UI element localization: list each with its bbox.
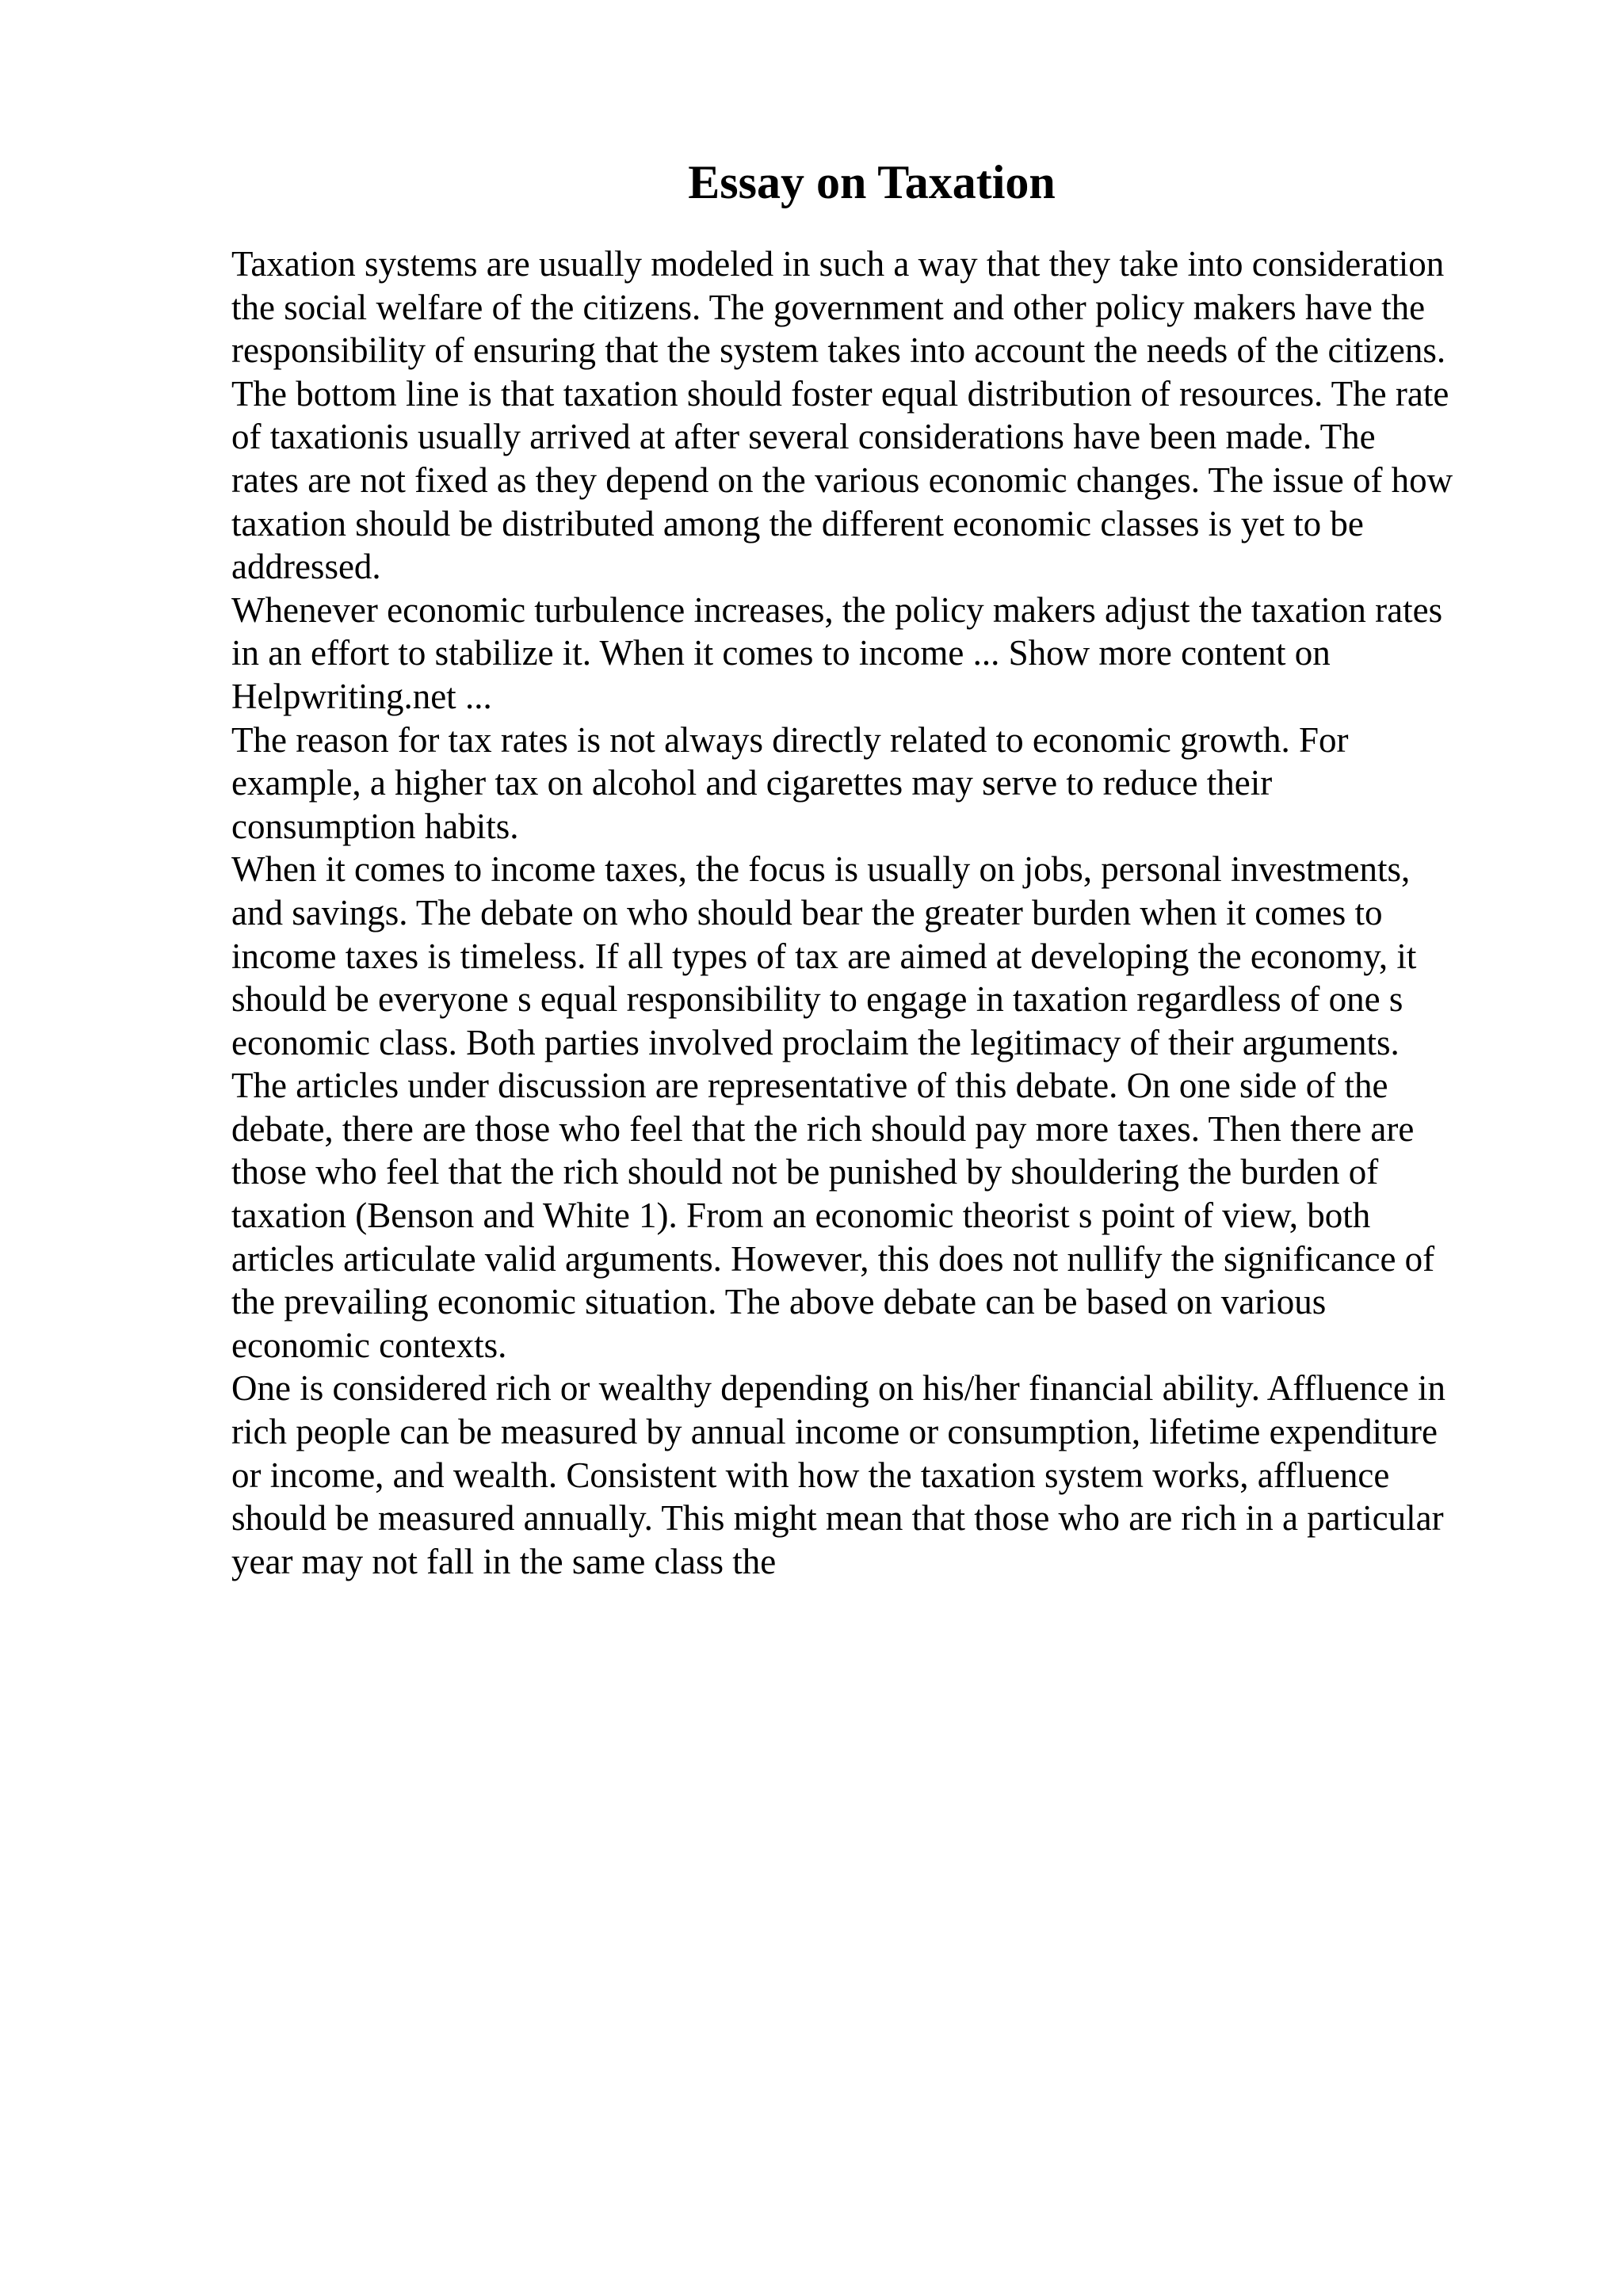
paragraph-5 (231, 1367, 1507, 1583)
text-line: responsibility of ensuring that the system takes into account the needs of the citizens. (231, 330, 1446, 371)
paragraph-1 (231, 242, 1507, 589)
text-line: Taxation systems are usually modeled in such a way that they take into consideration (231, 244, 1445, 284)
text-line: year may not fall in the same class the (231, 1541, 777, 1581)
text-line: rates are not fixed as they depend on the various economic changes. The issue of how (231, 460, 1453, 500)
text-line: One is considered rich or wealthy depending on his/her financial ability. Affluence in (231, 1368, 1446, 1409)
paragraph-3 (231, 719, 1507, 849)
text-line: taxation should be distributed among the different economic classes is yet to be (231, 503, 1364, 543)
text-line: the prevailing economic situation. The above debate can be based on various (231, 1282, 1327, 1322)
text-line: income taxes is timeless. If all types of tax are aimed at developing the economy, it (231, 936, 1417, 976)
text-line: rich people can be measured by annual income or consumption, lifetime expenditure (231, 1412, 1438, 1452)
text-line: should be measured annually. This might mean that those who are rich in a particular (231, 1498, 1444, 1539)
text-line: of taxationis usually arrived at after several considerations have been made. The (231, 417, 1376, 457)
text-line: economic class. Both parties involved proclaim the legitimacy of their arguments. (231, 1022, 1400, 1062)
text-line: or income, and wealth. Consistent with how the taxation system works, affluence (231, 1455, 1390, 1495)
text-line: Whenever economic turbulence increases, the policy makers adjust the taxation rates (231, 589, 1443, 630)
text-line: those who feel that the rich should not be punished by shouldering the burden of (231, 1152, 1379, 1192)
paragraph-4 (231, 848, 1507, 1367)
paragraph-2 (231, 589, 1507, 719)
text-line: The articles under discussion are representative of this debate. On one side of the (231, 1066, 1388, 1106)
text-line: articles articulate valid arguments. However, this does not nullify the significance of (231, 1238, 1435, 1279)
text-line: The reason for tax rates is not always directly related to economic growth. For (231, 719, 1349, 760)
text-line: addressed. (231, 547, 381, 587)
text-line: When it comes to income taxes, the focus is usually on jobs, personal investments, (231, 849, 1411, 890)
text-line: debate, there are those who feel that the rich should pay more taxes. Then there are (231, 1108, 1415, 1149)
text-line: economic contexts. (231, 1325, 507, 1365)
text-line: taxation (Benson and White 1). From an economic theorist s point of view, both (231, 1196, 1371, 1236)
document-body (231, 242, 1507, 1583)
text-line: consumption habits. (231, 806, 519, 846)
document-title: Essay on Taxation (688, 156, 1056, 208)
text-line: should be everyone s equal responsibility to engage in taxation regardless of one s (231, 979, 1403, 1020)
text-line: the social welfare of the citizens. The government and other policy makers have the (231, 287, 1426, 327)
text-line: The bottom line is that taxation should foster equal distribution of resources. The rate (231, 373, 1449, 414)
text-line: in an effort to stabilize it. When it comes to income ... Show more content on (231, 633, 1331, 673)
text-line: example, a higher tax on alcohol and cigarettes may serve to reduce their (231, 763, 1273, 803)
text-line: and savings. The debate on who should bear the greater burden when it comes to (231, 892, 1383, 933)
text-line: Helpwriting.net ... (231, 676, 492, 716)
